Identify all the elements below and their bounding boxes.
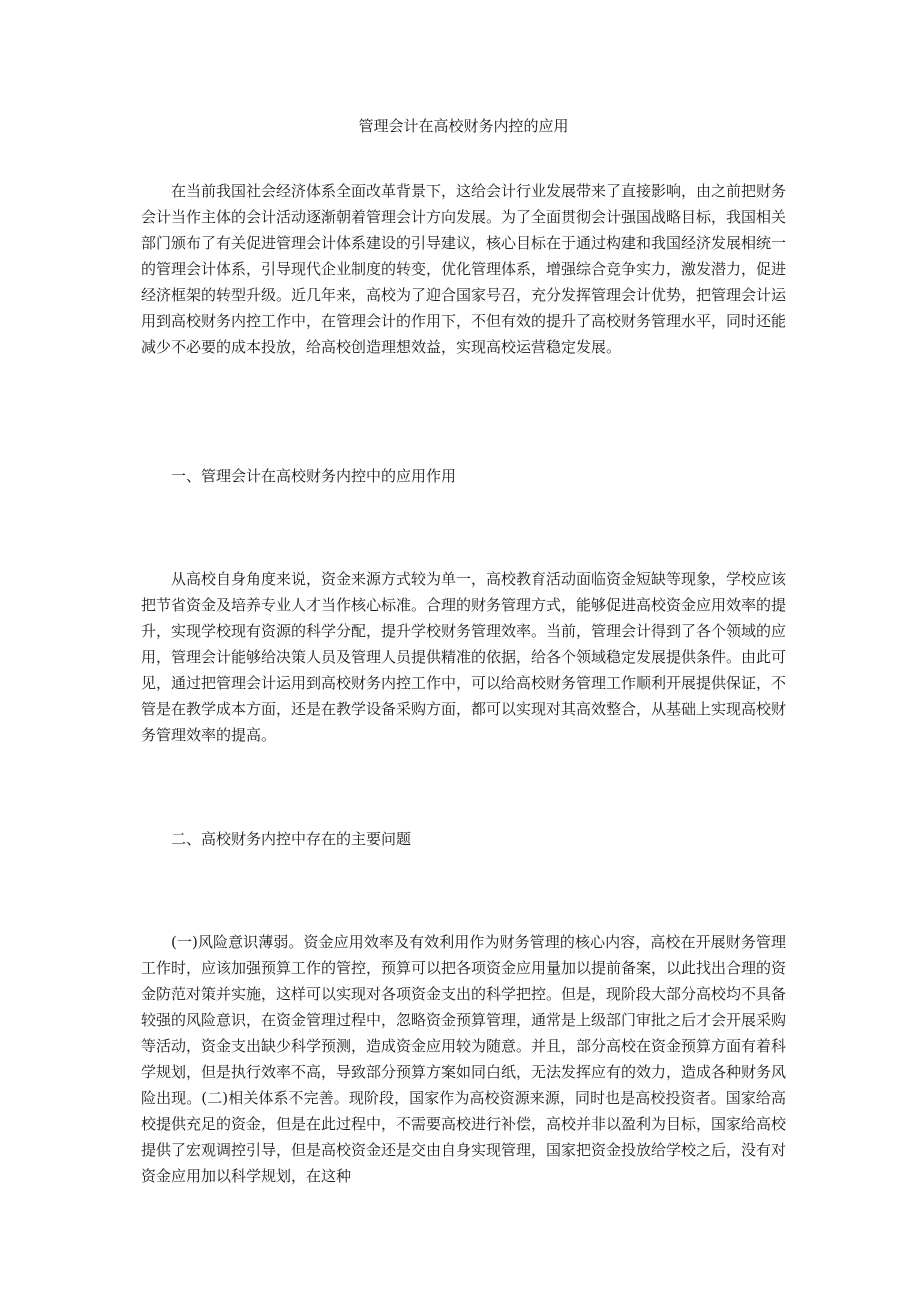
section-2-paragraph: (一)风险意识薄弱。资金应用效率及有效利用作为财务管理的核心内容，高校在开展财务管理工作时，应该加强预算工作的管控，预算可以把各项资金应用量加以提前备案，以此找出合理的资金防范对策并实施，这样可以实现对各项资金支出的科学把控。但是，现阶段大部分高校均不具备较强的风险意识，在资金管理过程中，忽略资金预算管理，通常是上级部门审批之后才会开展采购等活动，资金支出缺少科学预测，造成资金应用较为随意。并且，部分高校在资金预算方面有着科学规划，但是执行效率不高，导致部分预算方案如同白纸，无法发挥应有的效力，造成各种财务风险出现。(二)相关体系不完善。现阶段，国家作为高校资源来源，同时也是高校投资者。国家给高校提供充足的资金，但是在此过程中，不需要高校进行补偿，高校并非以盈利为目标，国家给高校提供了宏观调控引导，但是高校资金还是交由自身实现管理，国家把资金投放给学校之后，没有对资金应用加以科学规划，在这种 — [141, 933, 787, 1185]
section-heading-2: 二、高校财务内控中存在的主要问题 — [171, 830, 412, 848]
intro-paragraph: 在当前我国社会经济体系全面改革背景下，这给会计行业发展带来了直接影响，由之前把财务会计当作主体的会计活动逐渐朝着管理会计方向发展。为了全面贯彻会计强国战略目标，我国相关部门颁布了有关促进管理会计体系建设的引导建议，核心目标在于通过构建和我国经济发展相统一的管理会计体系，引导现代企业制度的转变，优化管理体系，增强综合竞争实力，激发潜力，促进经济框架的转型升级。近几年来，高校为了迎合国家号召，充分发挥管理会计优势，把管理会计运用到高校财务内控工作中，在管理会计的作用下，不但有效的提升了高校财务管理水平，同时还能减少不必要的成本投放，给高校创造理想效益，实现高校运营稳定发展。 — [141, 182, 787, 356]
document-title: 管理会计在高校财务内控的应用 — [358, 117, 569, 135]
section-heading-1: 一、管理会计在高校财务内控中的应用作用 — [171, 467, 457, 485]
section-1-paragraph: 从高校自身角度来说，资金来源方式较为单一，高校教育活动面临资金短缺等现象，学校应该把节省资金及培养专业人才当作核心标准。合理的财务管理方式，能够促进高校资金应用效率的提升，实现学校现有资源的科学分配，提升学校财务管理效率。当前，管理会计得到了各个领域的应用，管理会计能够给决策人员及管理人员提供精准的依据，给各个领域稳定发展提供条件。由此可见，通过把管理会计运用到高校财务内控工作中，可以给高校财务管理工作顺利开展提供保证，不管是在教学成本方面，还是在教学设备采购方面，都可以实现对其高效整合，从基础上实现高校财务管理效率的提高。 — [141, 570, 787, 744]
